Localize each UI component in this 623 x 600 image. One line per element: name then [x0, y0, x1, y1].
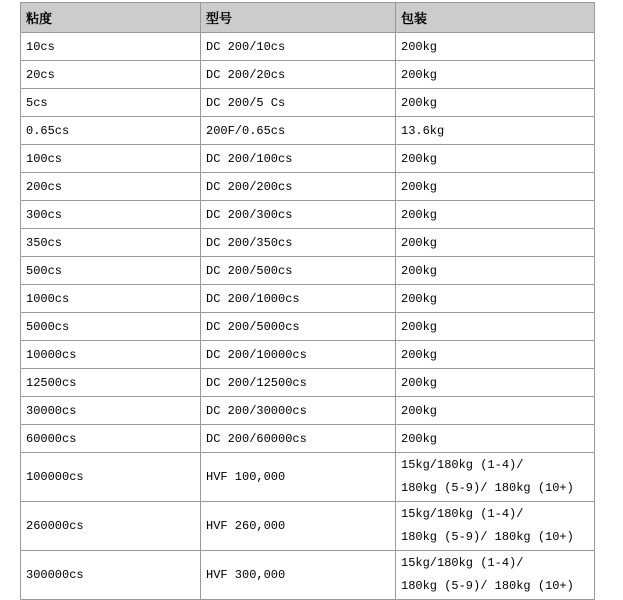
cell-packaging	[396, 33, 595, 61]
cell-text: 200kg	[401, 151, 438, 166]
cell-text: 15kg/180kg (1-4)/	[401, 507, 524, 521]
cell-text: 300000cs	[26, 568, 84, 582]
table-row	[21, 173, 595, 201]
cell-text: DC 200/500cs	[206, 263, 293, 278]
cell-viscosity	[21, 502, 201, 551]
table-row	[21, 229, 595, 257]
cell-text: 1000cs	[26, 291, 70, 306]
cell-text: 500cs	[26, 263, 63, 278]
cell-text: 200kg	[401, 403, 438, 418]
cell-text: 300cs	[26, 207, 63, 222]
table-row	[21, 117, 595, 145]
cell-model	[201, 229, 396, 257]
table-row	[21, 201, 595, 229]
cell-text: DC 200/5000cs	[206, 319, 300, 334]
cell-text: 60000cs	[26, 431, 77, 446]
cell-packaging	[396, 397, 595, 425]
table-row	[21, 61, 595, 89]
cell-text: 180kg (5-9)/ 180kg (10+)	[401, 530, 574, 544]
cell-text: 0.65cs	[26, 123, 70, 138]
cell-text: 180kg (5-9)/ 180kg (10+)	[401, 579, 574, 593]
cell-viscosity	[21, 369, 201, 397]
cell-text: DC 200/5 Cs	[206, 95, 286, 110]
cell-model	[201, 425, 396, 453]
cell-packaging	[396, 173, 595, 201]
header-model: 型号	[201, 3, 396, 33]
cell-viscosity	[21, 453, 201, 502]
cell-text: DC 200/300cs	[206, 207, 293, 222]
cell-packaging	[396, 453, 595, 502]
cell-packaging	[396, 201, 595, 229]
cell-packaging	[396, 341, 595, 369]
cell-text: DC 200/10cs	[206, 39, 286, 54]
cell-text: DC 200/30000cs	[206, 403, 307, 418]
cell-viscosity	[21, 117, 201, 145]
cell-packaging	[396, 257, 595, 285]
cell-text: 200kg	[401, 95, 438, 110]
table-row	[21, 285, 595, 313]
cell-viscosity	[21, 145, 201, 173]
cell-viscosity	[21, 313, 201, 341]
cell-text: 10000cs	[26, 347, 77, 362]
table-row	[21, 33, 595, 61]
cell-text: DC 200/12500cs	[206, 375, 307, 390]
cell-viscosity	[21, 33, 201, 61]
cell-model	[201, 551, 396, 600]
cell-text: DC 200/100cs	[206, 151, 293, 166]
cell-model	[201, 369, 396, 397]
table-row	[21, 369, 595, 397]
cell-text: 20cs	[26, 67, 55, 82]
cell-text: 30000cs	[26, 403, 77, 418]
cell-text: 10cs	[26, 39, 55, 54]
cell-text: DC 200/10000cs	[206, 347, 307, 362]
cell-viscosity	[21, 551, 201, 600]
cell-text: HVF 100,000	[206, 470, 286, 484]
table-row	[21, 257, 595, 285]
cell-text: HVF 300,000	[206, 568, 286, 582]
cell-text: 200kg	[401, 235, 438, 250]
cell-text: DC 200/1000cs	[206, 291, 300, 306]
cell-packaging	[396, 117, 595, 145]
cell-viscosity	[21, 285, 201, 313]
cell-packaging	[396, 89, 595, 117]
cell-text: DC 200/20cs	[206, 67, 286, 82]
cell-viscosity	[21, 229, 201, 257]
cell-text: 200kg	[401, 67, 438, 82]
cell-model	[201, 201, 396, 229]
cell-text: DC 200/60000cs	[206, 431, 307, 446]
cell-packaging	[396, 285, 595, 313]
cell-model	[201, 145, 396, 173]
cell-viscosity	[21, 257, 201, 285]
cell-text: 200kg	[401, 207, 438, 222]
cell-packaging	[396, 425, 595, 453]
table-row	[21, 313, 595, 341]
table-row	[21, 425, 595, 453]
cell-packaging	[396, 313, 595, 341]
cell-text: 180kg (5-9)/ 180kg (10+)	[401, 481, 574, 495]
cell-model	[201, 117, 396, 145]
cell-model	[201, 61, 396, 89]
cell-text: 15kg/180kg (1-4)/	[401, 458, 524, 472]
table-row	[21, 502, 595, 551]
cell-viscosity	[21, 201, 201, 229]
cell-model	[201, 341, 396, 369]
cell-text: 200kg	[401, 319, 438, 334]
cell-model	[201, 453, 396, 502]
cell-text: 200kg	[401, 375, 438, 390]
cell-model	[201, 173, 396, 201]
cell-text: 200F/0.65cs	[206, 123, 286, 138]
cell-viscosity	[21, 425, 201, 453]
product-spec-table	[20, 2, 595, 600]
cell-packaging	[396, 502, 595, 551]
cell-packaging	[396, 145, 595, 173]
cell-text: HVF 260,000	[206, 519, 286, 533]
cell-text: 350cs	[26, 235, 63, 250]
cell-packaging	[396, 551, 595, 600]
cell-model	[201, 313, 396, 341]
cell-text: 200cs	[26, 179, 63, 194]
cell-text: 200kg	[401, 263, 438, 278]
cell-text: 5000cs	[26, 319, 70, 334]
cell-text: 100000cs	[26, 470, 84, 484]
cell-text: 5cs	[26, 95, 48, 110]
table-row	[21, 89, 595, 117]
cell-packaging	[396, 61, 595, 89]
table-row	[21, 145, 595, 173]
table-row	[21, 551, 595, 600]
cell-model	[201, 33, 396, 61]
cell-model	[201, 285, 396, 313]
cell-viscosity	[21, 173, 201, 201]
cell-model	[201, 257, 396, 285]
cell-model	[201, 397, 396, 425]
cell-text: 15kg/180kg (1-4)/	[401, 556, 524, 570]
cell-packaging	[396, 369, 595, 397]
cell-text: 200kg	[401, 179, 438, 194]
cell-viscosity	[21, 61, 201, 89]
cell-text: 200kg	[401, 431, 438, 446]
cell-text: 13.6kg	[401, 123, 445, 138]
table-row	[21, 453, 595, 502]
table-row	[21, 341, 595, 369]
cell-text: 200kg	[401, 347, 438, 362]
header-viscosity: 粘度	[21, 3, 201, 33]
cell-model	[201, 89, 396, 117]
table-row	[21, 397, 595, 425]
cell-text: 100cs	[26, 151, 63, 166]
cell-viscosity	[21, 397, 201, 425]
header-packaging: 包装	[396, 3, 595, 33]
cell-viscosity	[21, 341, 201, 369]
cell-text: DC 200/350cs	[206, 235, 293, 250]
header-row	[21, 3, 595, 33]
cell-model	[201, 502, 396, 551]
cell-text: 12500cs	[26, 375, 77, 390]
cell-text: 200kg	[401, 39, 438, 54]
cell-viscosity	[21, 89, 201, 117]
cell-packaging	[396, 229, 595, 257]
cell-text: 200kg	[401, 291, 438, 306]
cell-text: DC 200/200cs	[206, 179, 293, 194]
cell-text: 260000cs	[26, 519, 84, 533]
